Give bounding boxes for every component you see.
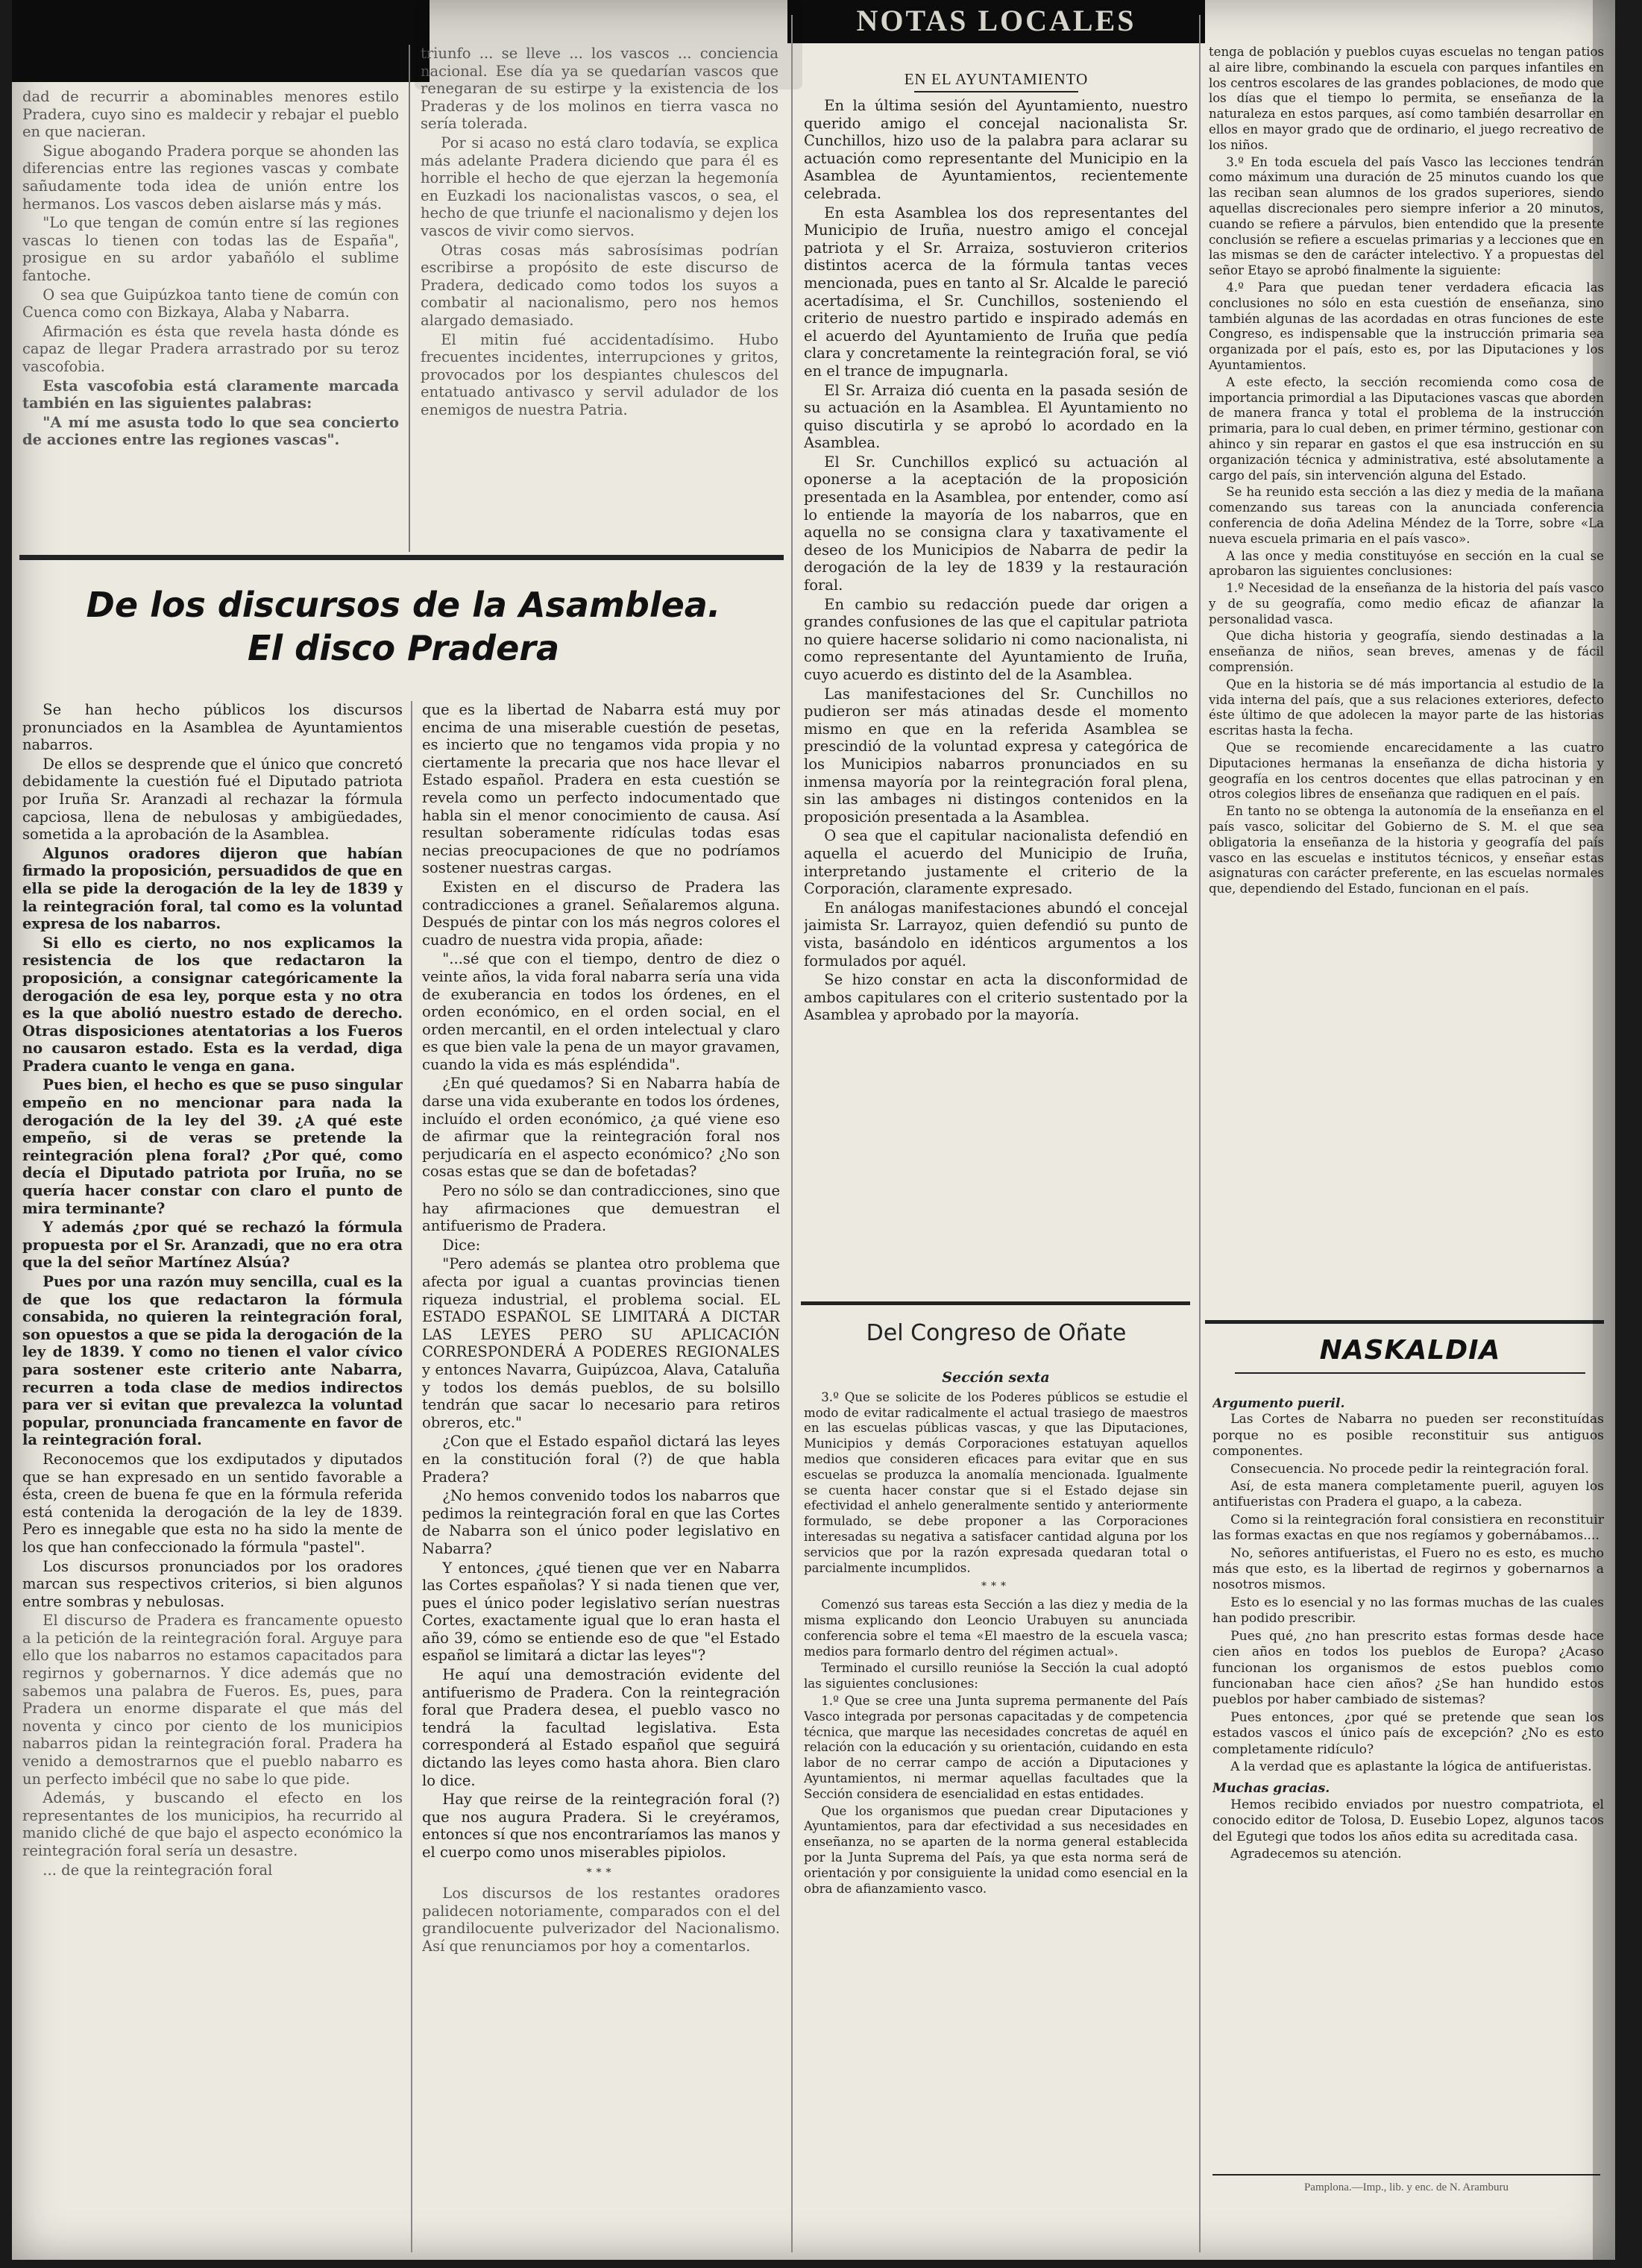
paragraph: Además, y buscando el efecto en los representantes de los municipios, ha recurrido al manido cliché de que bajo el aspecto económico la reintegración foral sería un desastre. bbox=[22, 1789, 403, 1859]
paragraph: El mitin fué accidentadísimo. Hubo frecuentes incidentes, interrupciones y gritos, provocados por los despiantes chulescos del entatuado antivasco y servil adulador de los enemigos de nuestra Patria. bbox=[421, 330, 778, 418]
paragraph: Dice: bbox=[442, 1236, 481, 1254]
paragraph: Se han hecho públicos los discursos pronunciados en la Asamblea de Ayuntamientos nabarros. bbox=[22, 701, 403, 754]
paragraph: El Sr. Cunchillos explicó su actuación al oponerse a la aceptación de la proposición presentada en la Asamblea, por entender, como así lo entiende la mayoría de los nabarros, que en aquella no se consigna clara y taxativamente el deseo de los Municipios de Nabarra de pedir la derogación de la ley de 1839 y la restauración foral. bbox=[804, 453, 1188, 594]
section-title-congreso: Del Congreso de Oñate bbox=[866, 1320, 1127, 1346]
paragraph: He aquí una demostración evidente del antifuerismo de Pradera. Con la reintegración foral que Pradera desea, el pueblo vasco no tendrá la facultad legislativa. Esta corresponderá al Estado español que seguirá dictando las leyes como hasta ahora. Bien claro lo dice. bbox=[422, 1666, 780, 1789]
masthead-banner: NOTAS LOCALES bbox=[856, 4, 1136, 37]
paragraph: Si ello es cierto, no nos explicamos la resistencia de los que redactaron la proposición, a consignar categóricamente la derogación de esa ley, porque esta y no otra es la que abolió nuestro estado de derecho. Otras disposiciones atentatorias a los Fueros no causaron estado. Esta es la verdad, diga Pradera cuanto le venga en gana. bbox=[22, 934, 403, 1075]
column-rule bbox=[1199, 15, 1201, 2252]
paragraph: Pues qué, ¿no han prescrito estas formas desde hace cien años en todos los pueblos de Europa? ¿Acaso funcionan los organismos de estos pueblos como funcionaban hace cien años? ¿Se han hundido estos pueblos por haber cambiado de sistemas? bbox=[1212, 1628, 1604, 1708]
column-rule bbox=[409, 45, 410, 552]
paragraph: triunfo ... se lleve ... los vascos ... conciencia nacional. Ese día ya se quedarían vascos que renegaran de su estirpe y la existencia de los Praderas y de los molinos en tierra vasca no sería tolerada. bbox=[421, 45, 778, 133]
paragraph: Que se recomiende encarecidamente a las cuatro Diputaciones hermanas la enseñanza de dicha historia y geografía en los centros docentes que ellas patrocinan y en otros colegios libres de enseñanza que radiquen en el país. bbox=[1209, 741, 1604, 802]
paragraph: Terminado el cursillo reunióse la Sección la cual adoptó las siguientes conclusiones: bbox=[804, 1661, 1188, 1691]
paragraph: Existen en el discurso de Pradera las contradicciones a granel. Señalaremos alguna. Después de pintar con los más negros colores el cuadro de nuestra vida propia, añade: bbox=[422, 878, 780, 949]
paragraph: 3.º En toda escuela del país Vasco las lecciones tendrán como máximum una duración de 25 minutos cuando los que las reciban sean alumnos de los grados superiores, siendo aquellas discrecionales pero siempre inferior a 20 minutos, cuando se refiere a párvulos, bien entendido que la presente conclusión se refiere a escuelas primarias y a lecciones que en las mismas se den de carácter intelectivo. Y a propuestas del señor Etayo se aprobó finalmente la siguiente: bbox=[1209, 154, 1604, 278]
paragraph: Así, de esta manera completamente pueril, aguyen los antifueristas con Pradera el guapo, a la cabeza. bbox=[1212, 1479, 1604, 1510]
paragraph: De ellos se desprende que el único que concretó debidamente la cuestión fué el Diputado patriota por Iruña Sr. Aranzadi al rechazar la fórmula capciosa, llena de nebulosas y ambigüedades, sometida a la aprobación de la Asamblea. bbox=[22, 755, 403, 844]
article-left-column bbox=[22, 701, 403, 2256]
paragraph: Que dicha historia y geografía, siendo destinadas a la enseñanza de niños, sean breves, amenas y de fácil comprensión. bbox=[1209, 629, 1604, 675]
subhead: Muchas gracias. bbox=[1212, 1781, 1330, 1797]
paragraph: ... de que la reintegración foral bbox=[43, 1861, 273, 1879]
paragraph: En análogas manifestaciones abundó el concejal jaimista Sr. Larrayoz, quien defendió su punto de vista, basándolo en idénticos argumentos a los formulados por aquél. bbox=[804, 899, 1188, 970]
top-middle-column bbox=[421, 45, 778, 546]
paragraph: No, señores antifueristas, el Fuero no es esto, es mucho más que esto, es la libertad de regirnos y gobernarnos a nosotros mismos. bbox=[1212, 1545, 1604, 1593]
paragraph: En cambio su redacción puede dar origen a grandes confusiones de las que el capitular patriota no quiere hacerse solidario ni como nacionalista, ni como representante del Ayuntamiento de Iruña, cuyo acuerdo es distinto del de la Asamblea. bbox=[804, 595, 1188, 683]
paragraph: Y además ¿por qué se rechazó la fórmula propuesta por el Sr. Aranzadi, que no era otra que la del señor Martínez Alsúa? bbox=[22, 1219, 403, 1272]
right-column bbox=[1209, 45, 1604, 1313]
paragraph: Otras cosas más sabrosísimas podrían escribirse a propósito de este discurso de Pradera, dedicado como todos los suyos a combatir al nacionalismo, pero nos hemos alargado demasiado. bbox=[421, 241, 778, 329]
paragraph: O sea que Guipúzkoa tanto tiene de común con Cuenca como con Bizkaya, Alaba y Nabarra. bbox=[22, 286, 399, 321]
paragraph: "...sé que con el tiempo, dentro de diez o veinte años, la vida foral nabarra sería una vida de exuberancia en todos los órdenes, en el orden económico, en el orden social, en el orden mercantil, en el orden intelectual y claro es que bien vale la pena de un mayor gravamen, cuando la vida es más espléndida". bbox=[422, 950, 780, 1073]
separator-stars: *** bbox=[586, 1866, 616, 1879]
paragraph: 4.º Para que puedan tener verdadera eficacia las conclusiones no sólo en esta cuestión de enseñanza, sino también algunas de las acordadas en otras funciones de este Congreso, es indispensable que la instrucción primaria sea organizada por el país, esto es, por las Diputaciones y los Ayuntamientos. bbox=[1209, 280, 1604, 372]
paragraph: Agradecemos su atención. bbox=[1230, 1846, 1402, 1862]
article-middle-column bbox=[422, 701, 780, 2256]
dark-corner bbox=[12, 0, 430, 82]
imprint-rule bbox=[1212, 2174, 1600, 2176]
section-title-ayuntamiento: EN EL AYUNTAMIENTO bbox=[904, 70, 1089, 88]
paragraph: tenga de población y pueblos cuyas escuelas no tengan patios al aire libre, combinando la escuela con parques infantiles en los centros escolares de las grandes poblaciones, de modo que los días que el tiempo lo permita, se enseñanza de la naturaleza en estos parques, así como también desarrollar en ellos en mayor grado que de ordinario, el juego recreativo de los niños. bbox=[1209, 45, 1604, 152]
paragraph: Como si la reintegración foral consistiera en reconstituir las formas exactas en que nos regíamos y gobernábamos.... bbox=[1212, 1512, 1604, 1544]
paragraph: Esto es lo esencial y no las formas muchas de las cuales han podido prescribir. bbox=[1212, 1595, 1604, 1627]
newspaper-page bbox=[12, 0, 1615, 2260]
paragraph: En esta Asamblea los dos representantes del Municipio de Iruña, nuestro amigo el concejal patriota y el Sr. Arraiza, sostuvieron criterios distintos acerca de la fórmula tantas veces mencionada, pues en tanto al Sr. Alcalde le pareció acertadísima, el Sr. Cunchillos, sosteniendo el criterio de nuestro partido e inspirado además en el acuerdo del Ayuntamiento de Iruña que pedía clara y concretamente la reintegración foral, se vió en el trance de impugnarla. bbox=[804, 204, 1188, 380]
paragraph: Hay que reirse de la reintegración foral (?) que nos augura Pradera. Si le creyéramos, entonces sí que nos encontraríamos las manos y el cuerpo como unos miserables pipiolos. bbox=[422, 1791, 780, 1861]
section-subtitle: Sección sexta bbox=[942, 1369, 1050, 1386]
paragraph: 3.º Que se solicite de los Poderes públicos se estudie el modo de evitar radicalmente el actual trasiego de maestros en las escuelas públicas vascas, y que las Diputaciones, Municipios y demás Corporaciones estatuyan aquellos medios que consideren eficaces para evitar que en sus escuelas se produzca la anomalía mencionada. Igualmente se cuenta hacer constar que si el Estado dejase sin efectividad el anhelo generalmente sentido y anteriormente formulado, se debe proponer a las Corporaciones interesadas su negativa a satisfacer cantidad alguna por los servicios que por la razón expresada quedaran total o parcialmente incumplidos. bbox=[804, 1389, 1188, 1575]
paragraph: Algunos oradores dijeron que habían firmado la proposición, persuadidos de que en ella se pide la derogación de la ley de 1839 y la reintegración foral, tal como es la voluntad expresa de los nabarros. bbox=[22, 844, 403, 933]
paragraph: dad de recurrir a abominables menores estilo Pradera, cuyo sino es maldecir y rebajar el pueblo en que nacieran. bbox=[22, 88, 399, 141]
paragraph: A las once y media constituyóse en sección en la cual se aprobaron las siguientes conclusiones: bbox=[1209, 548, 1604, 579]
paragraph: El Sr. Arraiza dió cuenta en la pasada sesión de su actuación en la Asamblea. El Ayuntamiento no quiso discutirla y se aprobó lo acordado en la Asamblea. bbox=[804, 381, 1188, 452]
paragraph: A la verdad que es aplastante la lógica de antifueristas. bbox=[1230, 1759, 1592, 1774]
paragraph: A este efecto, la sección recomienda como cosa de importancia primordial a las Diputaciones vascas que aborden de manera franca y total el problema de la instrucción primaria, para lo cual deben, en primer término, gestionar con ahinco y sin reparar en gastos el que esa instrucción en su organización técnica y administrativa, esté absolutamente a cargo del país, sin intervención alguna del Estado. bbox=[1209, 374, 1604, 483]
section-divider bbox=[19, 555, 784, 560]
naskaldia-column bbox=[1212, 1396, 1604, 2164]
paragraph: ¿En qué quedamos? Si en Nabarra había de darse una vida exuberante en todos los órdenes, incluído el orden económico, ¿a qué viene eso de afirmar que la reintegración foral nos perjudicaría en el aspecto económico? ¿No son cosas estas que se dan de bofetadas? bbox=[422, 1075, 780, 1181]
paragraph: Reconocemos que los exdiputados y diputados que se han expresado en un sentido favorable a ésta, creen de buena fe que en la fórmula referida está contenida la derogación de la ley de 1839. Pero es innegable que esta no ha sido la mente de los que han confeccionado la fórmula "pastel". bbox=[22, 1450, 403, 1556]
paragraph: Y entonces, ¿qué tienen que ver en Nabarra las Cortes españolas? Y si nada tienen que ver, pues el único poder legislativo serían nuestras Cortes, exactamente igual que lo eran hasta el año 39, cómo se entiende eso de que "el Estado español se limitará a dictar las leyes"? bbox=[422, 1559, 780, 1665]
paragraph: Las Cortes de Nabarra no pueden ser reconstituídas porque no es posible reconstituir sus antiguos componentes. bbox=[1212, 1412, 1604, 1460]
paragraph: Pues entonces, ¿por qué se pretende que sean los estados vascos el único país de excepción? ¿No es esto completamente ridículo? bbox=[1212, 1709, 1604, 1757]
top-left-column bbox=[22, 88, 399, 544]
paragraph: "Lo que tengan de común entre sí las regiones vascas lo tienen con todas las de España", prosigue en su ardor yabañólo el sublime fantoche. bbox=[22, 214, 399, 284]
title-underline bbox=[914, 91, 1078, 92]
paragraph: En tanto no se obtenga la autonomía de la enseñanza en el país vasco, solicitar del Gobierno de S. M. el que sea obligatoria la enseñanza de la historia y geografía del país vasco en las escuelas e institutos técnicos, y enseñar estas asignaturas con carácter preferente, en las escuelas normales que, dependiendo del Estado, funcionan en el país. bbox=[1209, 804, 1604, 896]
subhead: Argumento pueril. bbox=[1212, 1396, 1345, 1411]
paragraph: Sigue abogando Pradera porque se ahonden las diferencias entre las regiones vascas y combate sañudamente toda idea de unión entre los hermanos. Los vascos deben aislarse más y más. bbox=[22, 142, 399, 213]
paragraph: 1.º Que se cree una Junta suprema permanente del País Vasco integrada por personas capacitadas y de competencia técnica, que marque las necesidades concretas de aquél en relación con la educación y su orientación, cuidando en esta labor de no cerrar campo de acción a Diputaciones y Ayuntamientos, ni mermar aquellas facultades que la Sección considera de esencialidad en estas entidades. bbox=[804, 1693, 1188, 1801]
title-underline bbox=[1235, 1372, 1585, 1374]
paragraph: Pues por una razón muy sencilla, cual es la de que los que redactaron la fórmula consabida, no quieren la reintegración foral, son opuestos a que se pida la derogación de la ley de 1839. Y como no tienen el valor cívico para sostener este criterio ante Nabarra, recurren a toda clase de medios indirectos para ver si evitan que prevalezca la voluntad popular, pronunciada francamente en favor de la reintegración foral. bbox=[22, 1273, 403, 1449]
ayuntamiento-column bbox=[804, 97, 1188, 1290]
paragraph: Hemos recibido enviados por nuestro compatriota, el conocido editor de Tolosa, D. Eusebio Lopez, algunos tacos del Egutegi que todos los años edita su acreditada casa. bbox=[1212, 1797, 1604, 1844]
paragraph: ¿Con que el Estado español dictará las leyes en la constitución foral (?) de que habla Pradera? bbox=[422, 1433, 780, 1486]
paragraph: Comenzó sus tareas esta Sección a las diez y media de la misma explicando don Leoncio Urabuyen su anunciada conferencia sobre el tema «El maestro de la escuela vasca; medios para formarlo dentro del régimen actual». bbox=[804, 1598, 1188, 1659]
separator-stars: *** bbox=[981, 1580, 1010, 1593]
congreso-column bbox=[804, 1369, 1188, 2252]
paragraph: que es la libertad de Nabarra está muy por encima de una miserable cuestión de pesetas, es incierto que no tengamos vida propia y no ciertamente la precaria que nos hace llevar el Estado español. Pradera en esta cuestión se revela como un perfecto indocumentado que habla sin el menor conocimiento de causa. Así resultan soberamente ridículas todas esas necias preocupaciones de que no podríamos sostener nuestras cargas. bbox=[422, 701, 780, 877]
paragraph: O sea que el capitular nacionalista defendió en aquella el acuerdo del Municipio de Iruña, interpretando justamente el criterio de la Corporación, claramente expresado. bbox=[804, 827, 1188, 898]
paragraph: Pues bien, el hecho es que se puso singular empeño en no mencionar para nada la derogación de la ley del 39. ¿A qué este empeño, si de veras se pretende la reintegración plena foral? ¿Por qué, como decía el Diputado patriota por Iruña, no se quería hacer constar con claro el punto de mira terminante? bbox=[22, 1076, 403, 1217]
paragraph: El discurso de Pradera es francamente opuesto a la petición de la reintegración foral. Arguye para ello que los nabarros no estamos capacitados para regirnos y gobernarnos. Y dice además que no sabemos una palabra de Fueros. Es, pues, para Pradera un enorme disparate el que más del noventa y cinco por ciento de los municipios nabarros pidan la reintegración foral. Pradera ha venido a demostrarnos que el pueblo nabarro es un perfecto imbécil que no sabe lo que pide. bbox=[22, 1612, 403, 1788]
paragraph: "A mí me asusta todo lo que sea concierto de acciones entre las regiones vascas". bbox=[22, 413, 399, 449]
paragraph: Que los organismos que puedan crear Diputaciones y Ayuntamientos, para dar efectividad a sus necesidades en enseñanza, no se aparten de la norma general establecida por la Junta Suprema del País, ya que esta norma será de orientación y por consiguiente la unidad como esencial en la obra de afianzamiento vasco. bbox=[804, 1803, 1188, 1896]
paragraph: Los discursos de los restantes oradores palidecen notoriamente, comparados con el del grandilocuente pulverizador del Nacionalismo. Así que renunciamos por hoy a comentarlos. bbox=[422, 1885, 780, 1955]
column-rule bbox=[791, 15, 793, 2252]
paragraph: Que en la historia se dé más importancia al estudio de la vida interna del país, que a sus relaciones exteriores, defecto éste último de que adolecen la mayor parte de las historias escritas hasta la fecha. bbox=[1209, 676, 1604, 738]
paragraph: Consecuencia. No procede pedir la reintegración foral. bbox=[1230, 1461, 1589, 1477]
article-headline bbox=[27, 583, 780, 670]
section-divider bbox=[801, 1301, 1190, 1305]
paragraph: Afirmación es ésta que revela hasta dónde es capaz de llegar Pradera arrastrado por su teroz vascofobia. bbox=[22, 322, 399, 375]
paragraph: Pero no sólo se dan contradicciones, sino que hay afirmaciones que demuestran el antifuerismo de Pradera. bbox=[422, 1182, 780, 1235]
paragraph: Por si acaso no está claro todavía, se explica más adelante Pradera diciendo que para él es horrible el hecho de que ejerzan la hegemonía en Euzkadi los nacionalistas vascos, o sea, el hecho de que triunfe el nacionalismo y dejen los vascos de vivir como siervos. bbox=[421, 133, 778, 239]
section-divider bbox=[1205, 1320, 1604, 1324]
paragraph: Se ha reunido esta sección a las diez y media de la mañana comenzando sus tareas con la anunciada conferencia conferencia de doña Adelina Méndez de la Torre, sobre «La nueva escuela primaria en el país vasco». bbox=[1209, 485, 1604, 546]
paragraph: Los discursos pronunciados por los oradores marcan sus respectivos criterios, si bien algunos entre sombras y nebulosas. bbox=[22, 1557, 403, 1610]
paragraph: Se hizo constar en acta la disconformidad de ambos capitulares con el criterio sustentado por la Asamblea y aprobado por la mayoría. bbox=[804, 971, 1188, 1024]
section-title-naskaldia: NASKALDIA bbox=[1319, 1335, 1501, 1366]
paragraph: En la última sesión del Ayuntamiento, nuestro querido amigo el concejal nacionalista Sr. Cunchillos, hizo uso de la palabra para aclarar su actuación como representante del Municipio en la Asamblea de Ayuntamientos, recientemente celebrada. bbox=[804, 97, 1188, 202]
headline-line-1: De los discursos de la Asamblea. bbox=[86, 585, 721, 625]
paragraph: Las manifestaciones del Sr. Cunchillos no pudieron ser más atinadas desde el momento mismo en que en la referida Asamblea se prescindió de la voluntad expresa y categórica de los Municipios nabarros pronunciados en su inmensa mayoría por la reintegración foral plena, sin las ambages ni distingos contenidos en la proposición presentada a la Asamblea. bbox=[804, 685, 1188, 826]
headline-line-2: El disco Pradera bbox=[247, 628, 560, 668]
paragraph: 1.º Necesidad de la enseñanza de la historia del país vasco y de su geografía, como medio eficaz de afianzar la personalidad vasca. bbox=[1209, 581, 1604, 626]
column-rule bbox=[411, 701, 412, 2252]
paragraph: "Pero además se plantea otro problema que afecta por igual a cuantas provincias tienen riqueza industrial, el problema social. EL ESTADO ESPAÑOL SE LIMITARÁ A DICTAR LAS LEYES PERO SU APLICACIÓN CORRESPONDERÁ A PODERES REGIONALES y entonces Navarra, Guipúzcoa, Alava, Cataluña y todos los demás pueblos, de su bolsillo tendrán que sacar lo necesario para retiros obreros, etc." bbox=[422, 1255, 780, 1431]
right-edge-shadow bbox=[1593, 0, 1615, 2260]
printer-imprint: Pamplona.—Imp., lib. y enc. de N. Aramburu bbox=[1303, 2181, 1509, 2193]
paragraph: ¿No hemos convenido todos los nabarros que pedimos la reintegración foral en que las Cortes de Nabarra son el único poder legislativo en Nabarra? bbox=[422, 1487, 780, 1557]
paragraph: Esta vascofobia está claramente marcada también en las siguientes palabras: bbox=[22, 377, 399, 412]
